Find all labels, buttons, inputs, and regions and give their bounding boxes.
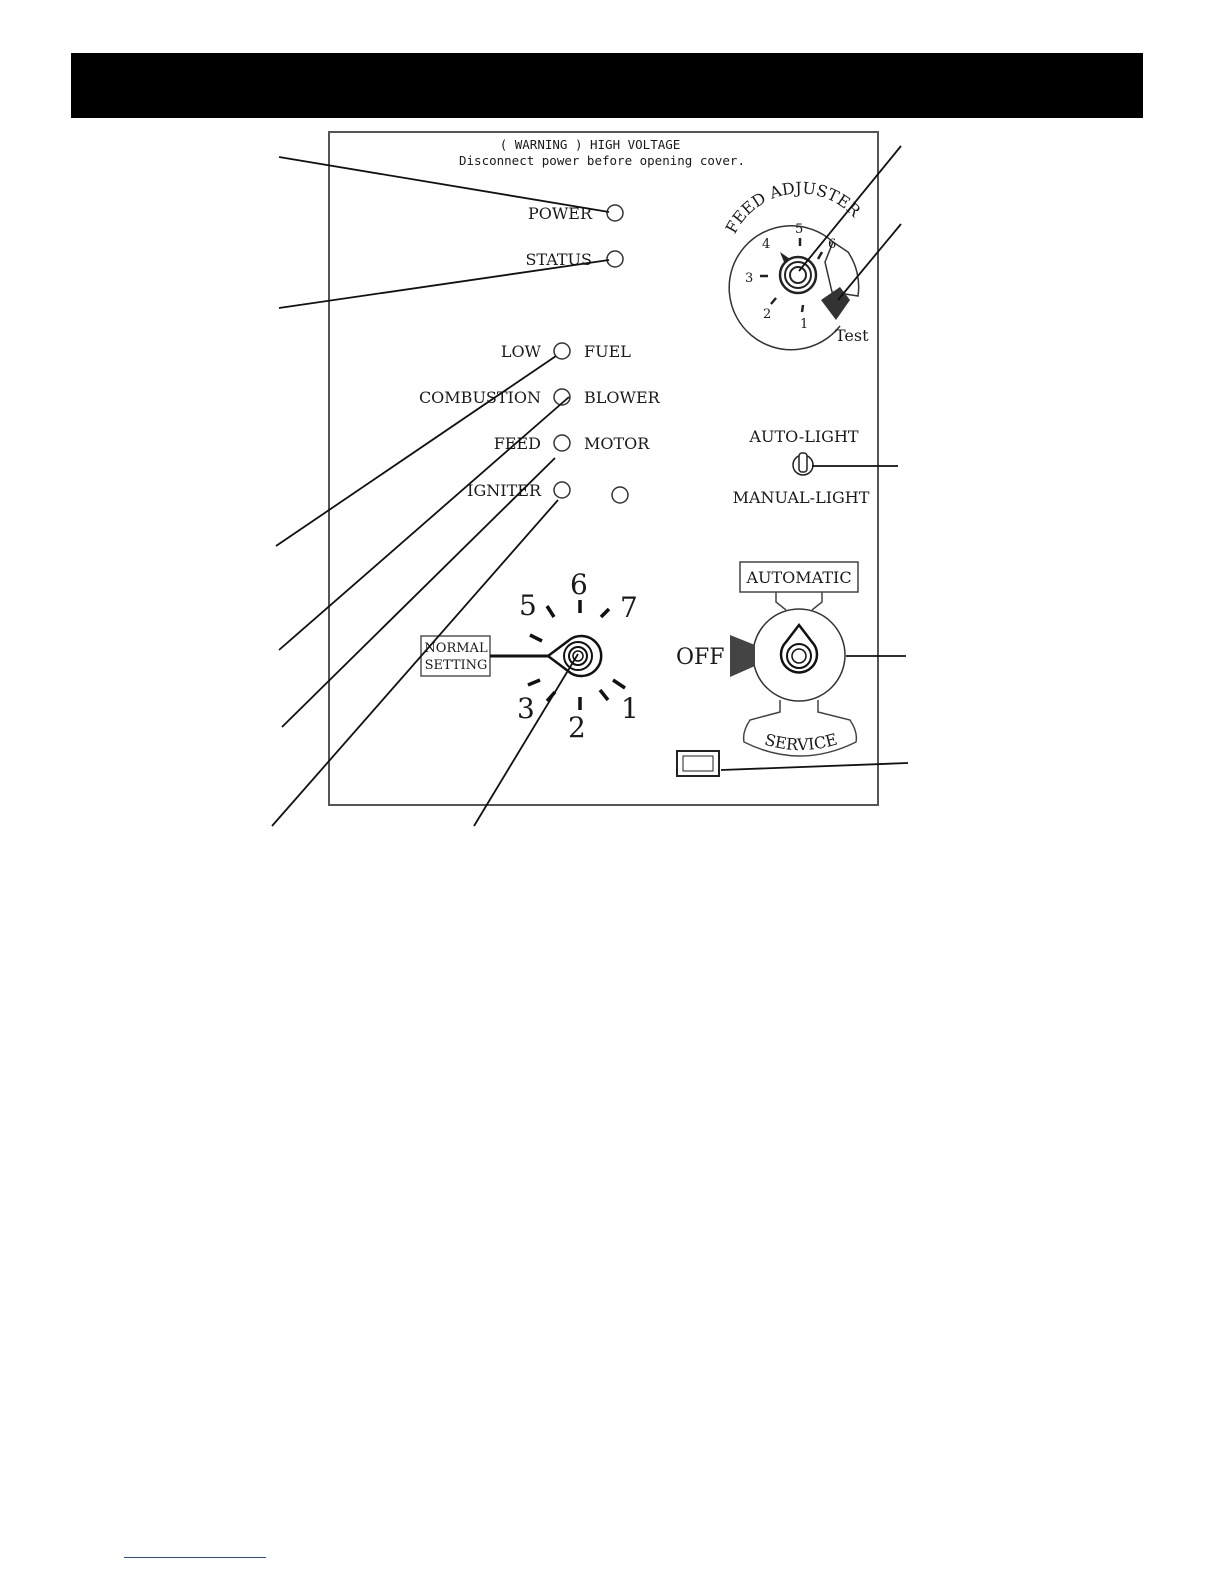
off-marker-icon [730,635,755,677]
leader-lines [272,146,908,826]
status-label: STATUS [525,250,592,269]
fuel-label: FUEL [584,342,631,361]
status-led [607,251,623,267]
feed-adjuster [722,178,870,350]
warning-line-1: ( WARNING ) HIGH VOLTAGE [499,137,681,152]
toggle-switch-icon[interactable] [793,453,813,475]
manual-light-label: MANUAL-LIGHT [732,488,870,507]
blower-label: BLOWER [584,388,660,407]
setting-label: SETTING [424,658,488,673]
heat-num-2: 2 [568,711,586,744]
normal-label: NORMAL [424,641,488,656]
igniter-label: IGNITER [467,481,541,500]
test-label: Test [835,326,869,345]
heat-num-1: 1 [621,692,639,725]
heat-num-7: 7 [620,591,638,624]
feed-num-5: 5 [795,222,804,237]
connector-port-icon [677,751,719,776]
mode-switch [676,562,858,756]
low-label: LOW [500,342,541,361]
warning-line-2: Disconnect power before opening cover. [459,153,745,168]
feed-num-2: 2 [763,307,772,322]
feed-num-6: 6 [828,237,837,252]
automatic-label: AUTOMATIC [746,568,852,587]
motor-label: MOTOR [584,434,650,453]
power-led [607,205,623,221]
power-label: POWER [527,204,592,223]
combustion-label: COMBUSTION [418,388,541,407]
off-label: OFF [676,645,725,670]
feed-num-4: 4 [762,237,771,252]
auto-light-label: AUTO-LIGHT [749,427,859,446]
feed-adjuster-title: FEED ADJUSTER [721,178,865,237]
heat-num-3: 3 [517,692,535,725]
extra-led [612,487,628,503]
feed-label: FEED [493,434,541,453]
footer-link-underline [124,1557,266,1558]
feed-motor-led [554,435,570,451]
service-label: SERVICE [762,729,840,755]
heat-num-6: 6 [570,568,588,601]
feed-num-1: 1 [800,317,809,332]
heat-num-5: 5 [519,589,537,622]
heat-dial [421,568,639,744]
feed-num-3: 3 [745,271,754,286]
igniter-led [554,482,570,498]
